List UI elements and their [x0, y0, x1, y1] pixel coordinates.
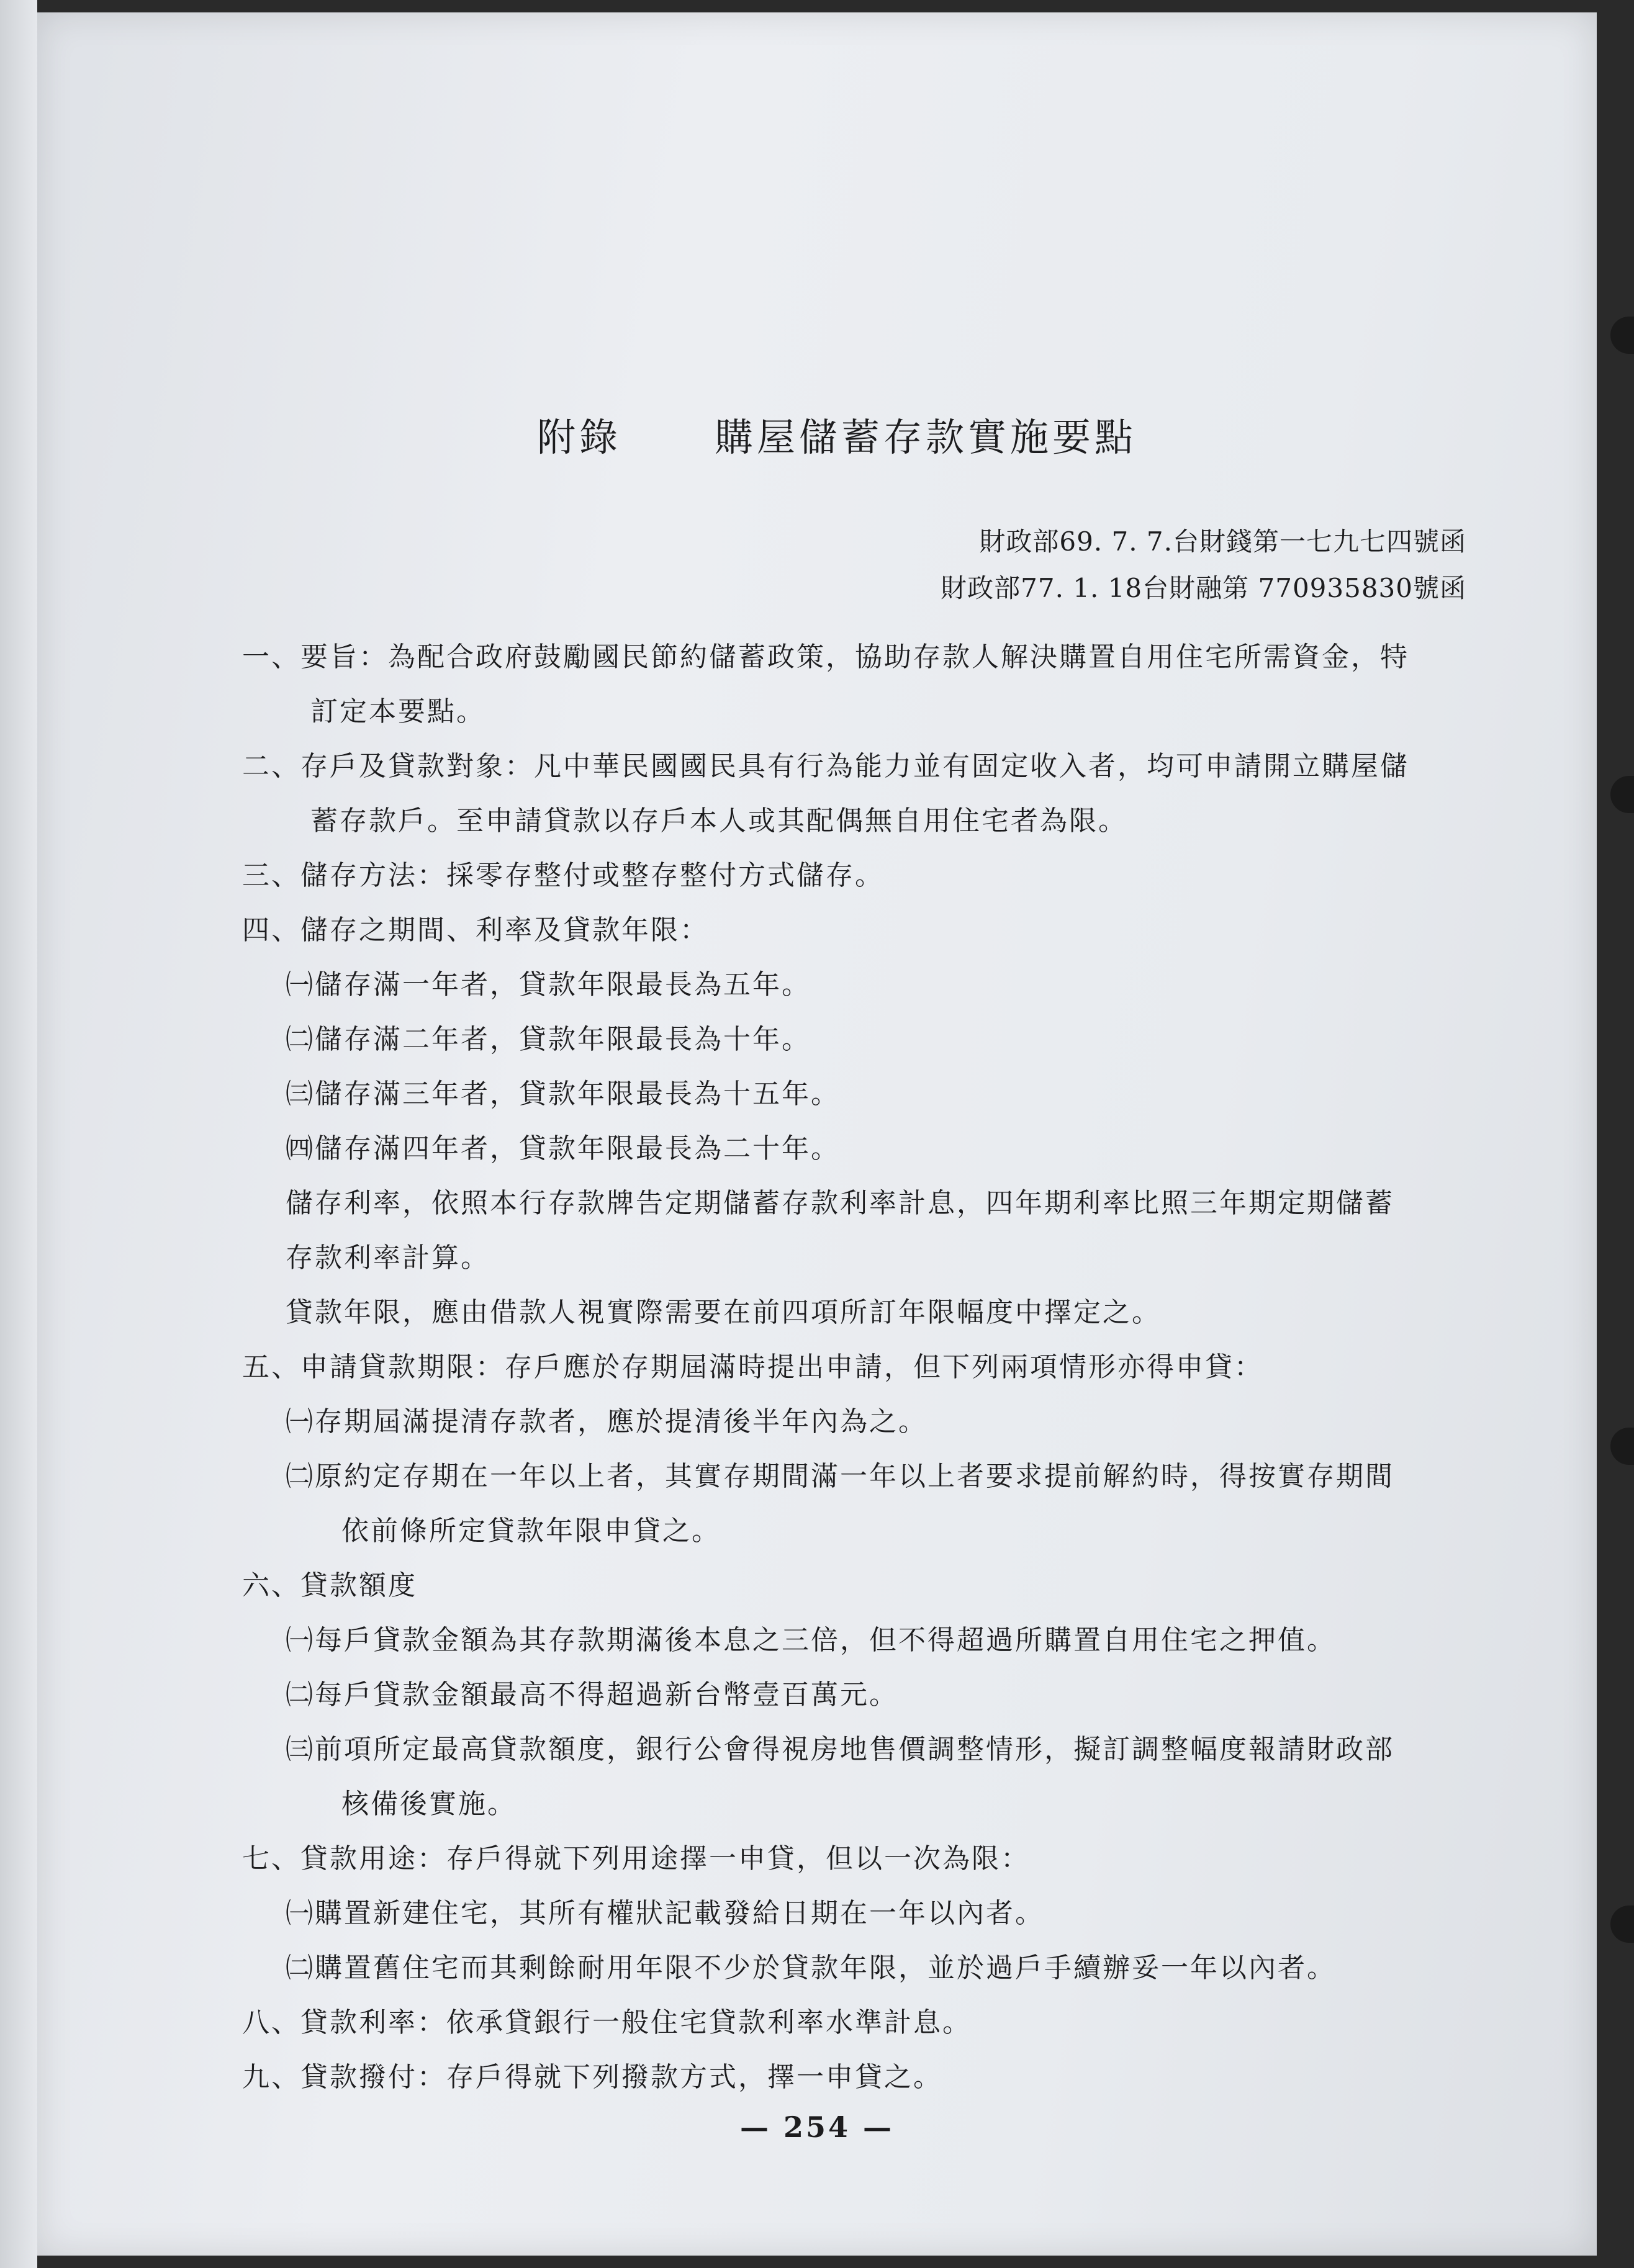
text-line: ㈢前項所定最高貸款額度，銀行公會得視房地售價調整情形，擬訂調整幅度報請財政部 [286, 1734, 1394, 1765]
title-prefix: 附錄 [537, 415, 622, 460]
text-line: ㈣儲存滿四年者，貸款年限最長為二十年。 [286, 1133, 840, 1164]
title-main: 購屋儲蓄存款實施要點 [715, 415, 1137, 460]
text-line: 核備後實施。 [341, 1788, 517, 1820]
text-line: 依前條所定貸款年限申貸之。 [341, 1515, 721, 1547]
text-line: 六、貸款額度 [242, 1570, 417, 1601]
text-line: ㈠存期屆滿提清存款者，應於提清後半年內為之。 [286, 1406, 928, 1438]
text-line: 一、要旨：為配合政府鼓勵國民節約儲蓄政策，協助存款人解決購置自用住宅所需資金，特 [242, 641, 1409, 673]
text-line: ㈢儲存滿三年者，貸款年限最長為十五年。 [286, 1078, 840, 1110]
text-line: 七、貸款用途：存戶得就下列用途擇一申貸，但以一次為限： [242, 1843, 1030, 1874]
text-line: ㈡購置舊住宅而其剩餘耐用年限不少於貸款年限，並於過戶手續辦妥一年以內者。 [286, 1952, 1336, 1984]
page-title [537, 407, 1137, 462]
text-line: 儲存利率，依照本行存款牌告定期儲蓄存款利率計息，四年期利率比照三年期定期儲蓄 [286, 1187, 1394, 1219]
text-line: 四、儲存之期間、利率及貸款年限： [242, 914, 709, 946]
reference-line: 財政部69. 7. 7.台財錢第一七九七四號函 [979, 526, 1466, 557]
text-line: 八、貸款利率：依承貸銀行一般住宅貸款利率水準計息。 [242, 2007, 972, 2038]
document-body [242, 630, 1496, 2105]
text-line: ㈡原約定存期在一年以上者，其實存期間滿一年以上者要求提前解約時，得按實存期間 [286, 1460, 1394, 1492]
text-line: 九、貸款撥付：存戶得就下列撥款方式，擇一申貸之。 [242, 2061, 942, 2093]
text-line: 蓄存款戶。至申請貸款以存戶本人或其配偶無自用住宅者為限。 [310, 805, 1127, 837]
text-line: 訂定本要點。 [310, 696, 485, 727]
text-line: 二、存戶及貸款對象：凡中華民國國民具有行為能力並有固定收入者，均可申請開立購屋儲 [242, 750, 1409, 782]
text-line: 五、申請貸款期限：存戶應於存期屆滿時提出申請，但下列兩項情形亦得申貸： [242, 1351, 1263, 1383]
text-line: ㈠購置新建住宅，其所有權狀記載發給日期在一年以內者。 [286, 1897, 1044, 1929]
binding-hole [1610, 1906, 1634, 1943]
text-line: ㈠每戶貸款金額為其存款期滿後本息之三倍，但不得超過所購置自用住宅之押值。 [286, 1624, 1336, 1656]
page-edge [0, 0, 37, 2268]
text-line: ㈡每戶貸款金額最高不得超過新台幣壹百萬元。 [286, 1679, 898, 1711]
text-line: 貸款年限，應由借款人視實際需要在前四項所訂年限幅度中擇定之。 [286, 1297, 1161, 1328]
binding-hole [1610, 1428, 1634, 1465]
text-line: 三、儲存方法：採零存整付或整存整付方式儲存。 [242, 860, 884, 891]
page-number: — 254 — [739, 2110, 895, 2144]
reference-line: 財政部77. 1. 18台財融第 770935830號函 [941, 573, 1466, 603]
binding-hole [1610, 776, 1634, 813]
binding-hole [1610, 317, 1634, 354]
text-line: 存款利率計算。 [286, 1242, 490, 1274]
text-line: ㈡儲存滿二年者，貸款年限最長為十年。 [286, 1024, 811, 1055]
text-line: ㈠儲存滿一年者，貸款年限最長為五年。 [286, 969, 811, 1001]
